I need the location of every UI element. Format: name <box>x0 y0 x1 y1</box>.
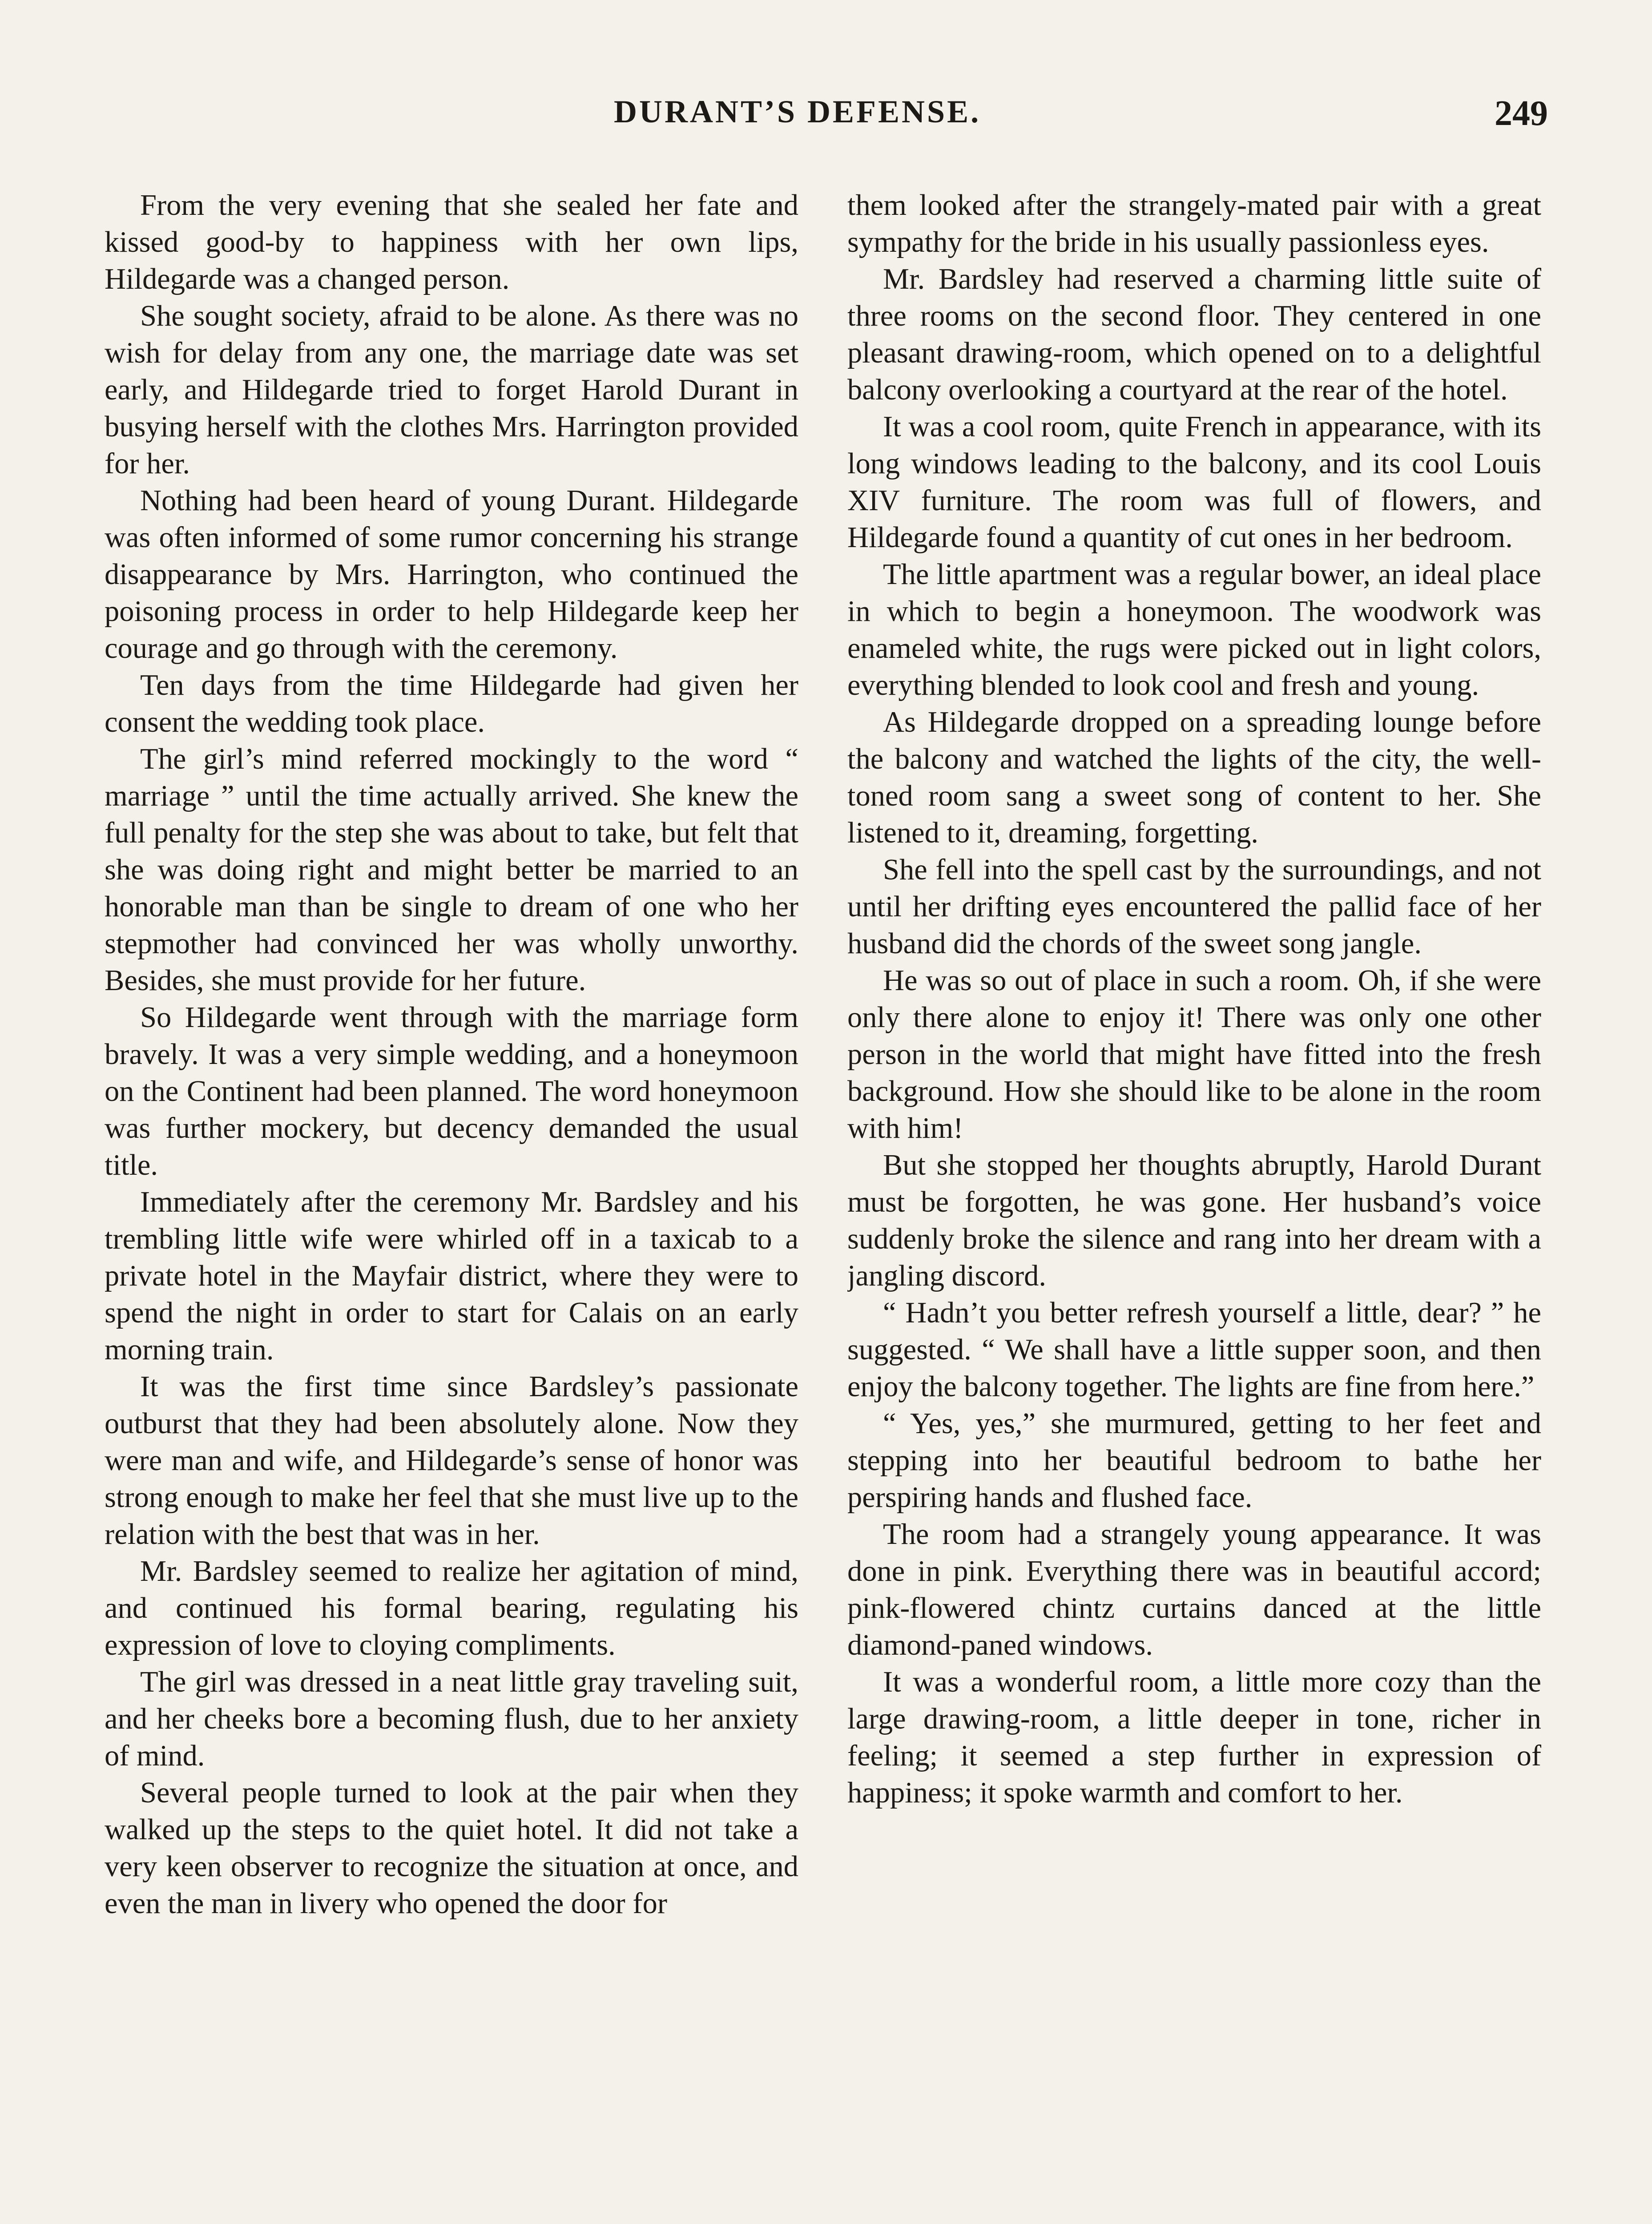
page-header <box>578 93 1548 142</box>
paragraph: As Hildegarde dropped on a spreading lounge before the balcony and watched the lights of the city, the well-toned room sang a sweet song of content to her. She listened to it, dreaming, forgetting. <box>847 706 1541 849</box>
paragraph: She fell into the spell cast by the surroundings, and not until her drifting eyes encountered the pallid face of her husband did the chords of the sweet song jangle. <box>847 854 1541 960</box>
paragraph: The girl was dressed in a neat little gray traveling suit, and her cheeks bore a becoming flush, due to her anxiety of mind. <box>105 1666 798 1772</box>
paragraph: The girl’s mind referred mockingly to the word “ marriage ” until the time actually arrived. She knew the full penalty for the step she was about to take, but felt that she was doing right and might better be married to an honorable man than be single to dream of one who her stepmother had convinced her was wholly unworthy. Besides, she must provide for her future. <box>105 743 798 997</box>
paragraph: She sought society, afraid to be alone. As there was no wish for delay from any one, the marriage date was set early, and Hildegarde tried to forget Harold Durant in busying herself with the clothes Mrs. Harrington provided for her. <box>105 300 798 480</box>
paragraph-continued: them looked after the strangely-mated pair with a great sympathy for the bride in his usually passionless eyes. <box>847 189 1541 258</box>
paragraph: Nothing had been heard of young Durant. Hildegarde was often informed of some rumor concerning his strange disappearance by Mrs. Harrington, who continued the poisoning process in order to help Hildegarde keep her courage and go through with the ceremony. <box>105 484 798 665</box>
paragraph: It was a wonderful room, a little more cozy than the large drawing-room, a little deeper in tone, richer in feeling; it seemed a step further in expression of happiness; it spoke warmth and comfort to her. <box>847 1666 1541 1809</box>
paragraph: “ Yes, yes,” she murmured, getting to her feet and stepping into her beautiful bedroom to bathe her perspiring hands and flushed face. <box>847 1407 1541 1514</box>
paragraph: Ten days from the time Hildegarde had given her consent the wedding took place. <box>105 669 798 738</box>
paragraph: “ Hadn’t you better refresh yourself a little, dear? ” he suggested. “ We shall have a little supper soon, and then enjoy the balcony together. The lights are fine from here.” <box>847 1297 1541 1403</box>
paragraph: He was so out of place in such a room. Oh, if she were only there alone to enjoy it! There was only one other person in the world that might have fitted into the fresh background. How she should like to be alone in the room with him! <box>847 964 1541 1144</box>
paragraph: Mr. Bardsley had reserved a charming little suite of three rooms on the second floor. They centered in one pleasant drawing-room, which opened on to a delightful balcony overlooking a courtyard at the rear of the hotel. <box>847 263 1541 406</box>
right-column <box>847 187 1541 2224</box>
paragraph: So Hildegarde went through with the marriage form bravely. It was a very simple wedding, and a honeymoon on the Continent had been planned. The word honeymoon was further mockery, but decency demanded the usual title. <box>105 1001 798 1181</box>
running-title: DURANT’S DEFENSE. <box>614 94 981 129</box>
paragraph: The room had a strangely young appearance. It was done in pink. Everything there was in beautiful accord; pink-flowered chintz curtains danced at the little diamond-paned windows. <box>847 1518 1541 1661</box>
paragraph: From the very evening that she sealed her fate and kissed good-by to happiness with her own lips, Hildegarde was a changed person. <box>105 189 798 295</box>
page-number: 249 <box>1495 94 1548 133</box>
paragraph: Mr. Bardsley seemed to realize her agitation of mind, and continued his formal bearing, regulating his expression of love to cloying compliments. <box>105 1555 798 1661</box>
paragraph: But she stopped her thoughts abruptly, Harold Durant must be forgotten, he was gone. Her husband’s voice suddenly broke the silence and rang into her dream with a jangling discord. <box>847 1149 1541 1292</box>
left-column <box>105 187 798 2224</box>
paragraph: Immediately after the ceremony Mr. Bardsley and his trembling little wife were whirled off in a taxicab to a private hotel in the Mayfair district, where they were to spend the night in order to start for Calais on an early morning train. <box>105 1186 798 1366</box>
paragraph: The little apartment was a regular bower, an ideal place in which to begin a honeymoon. The woodwork was enameled white, the rugs were picked out in light colors, everything blended to look cool and fresh and young. <box>847 558 1541 701</box>
paragraph: It was a cool room, quite French in appearance, with its long windows leading to the balcony, and its cool Louis XIV furniture. The room was full of flowers, and Hildegarde found a quantity of cut ones in her bedroom. <box>847 411 1541 554</box>
paragraph: It was the first time since Bardsley’s passionate outburst that they had been absolutely alone. Now they were man and wife, and Hildegarde’s sense of honor was strong enough to make her feel that she must live up to the relation with the best that was in her. <box>105 1370 798 1551</box>
paragraph: Several people turned to look at the pair when they walked up the steps to the quiet hotel. It did not take a very keen observer to recognize the situation at once, and even the man in livery who opened the door for <box>105 1777 798 1920</box>
